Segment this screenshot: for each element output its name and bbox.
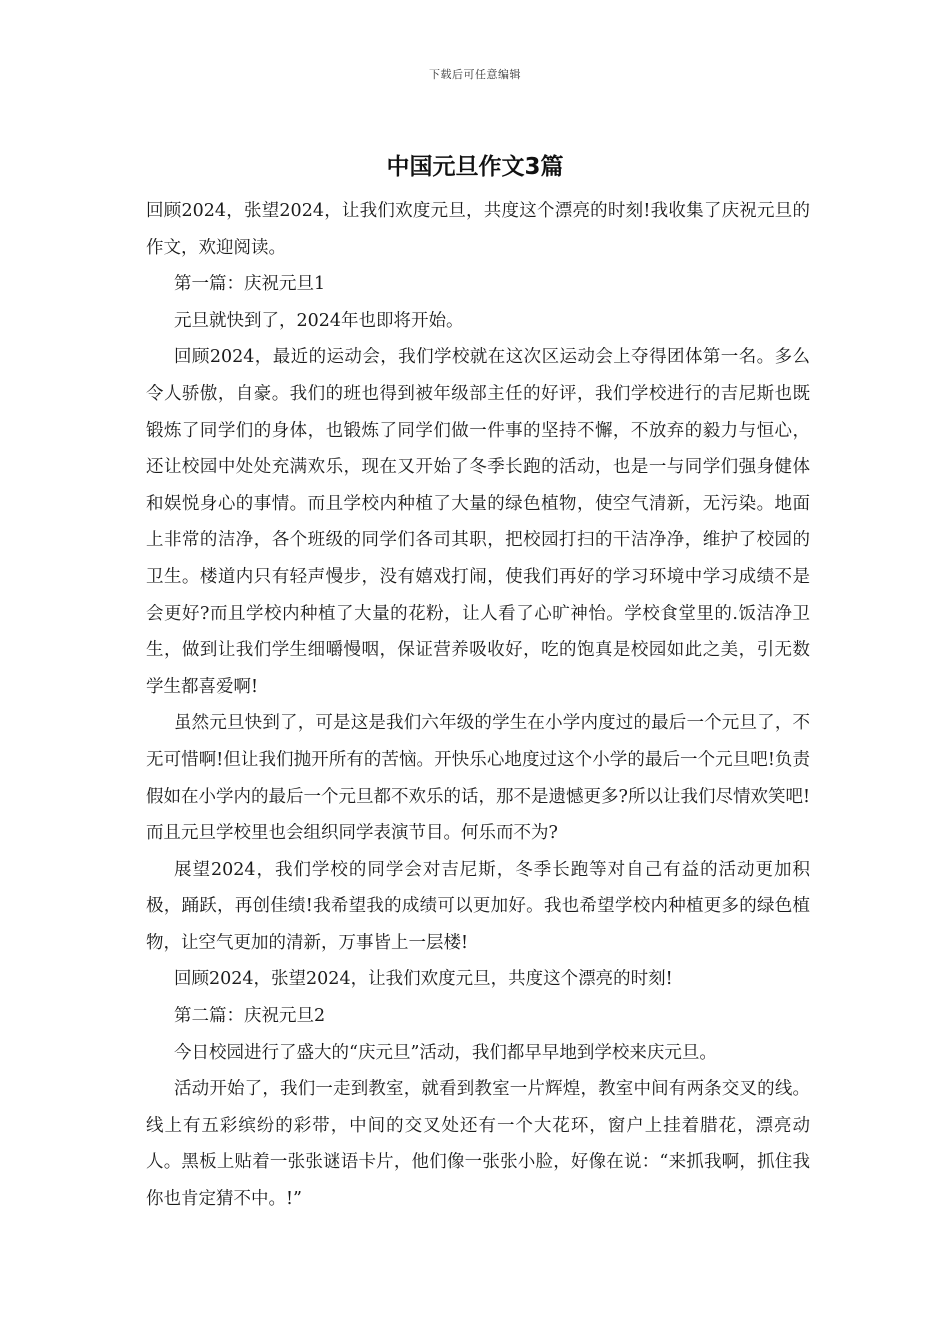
body-paragraph: 回顾2024，张望2024，让我们欢度元旦，共度这个漂亮的时刻! bbox=[174, 969, 673, 990]
body-paragraph: 今日校园进行了盛大的“庆元旦”活动，我们都早早地到学校来庆元旦。 bbox=[174, 1042, 717, 1063]
body-paragraph: 回顾2024，最近的运动会，我们学校就在这次区运动会上夺得团体第一名。多么令人骄傲，自豪。我们的班也得到被年级部主任的好评，我们学校进行的吉尼斯也既锻炼了同学们的身体，也锻炼了同学们做一件事的坚持不懈，不放弃的毅力与恒心，还让校园中处处充满欢乐，现在又开始了冬季长跑的活动，也是一与同学们强身健体和娱悦身心的事情。而且学校内种植了大量的绿色植物，使空气清新，无污染。地面上非常的洁净，各个班级的同学们各司其职，把校园打扫的干洁净净，维护了校园的卫生。楼道内只有轻声慢步，没有嬉戏打闹，使我们再好的学习环境中学习成绩不是会更好?而且学校内种植了大量的花粉，让人看了心旷神怡。学校食堂里的.饭洁净卫生，做到让我们学生细嚼慢咽，保证营养吸收好，吃的饱真是校园如此之美，引无数学生都喜爱啊! bbox=[146, 347, 810, 697]
intro-paragraph: 回顾2024，张望2024，让我们欢度元旦，共度这个漂亮的时刻!我收集了庆祝元旦的作文，欢迎阅读。 bbox=[146, 201, 810, 258]
document-title: 中国元旦作文3篇 bbox=[386, 154, 564, 180]
section-heading-2: 第二篇：庆祝元旦2 bbox=[174, 1006, 326, 1027]
body-paragraph: 虽然元旦快到了，可是这是我们六年级的学生在小学内度过的最后一个元旦了，不无可惜啊!但让我们抛开所有的苦恼。开快乐心地度过这个小学的最后一个元旦吧!负责假如在小学内的最后一个元旦都不欢乐的话，那不是遗憾更多?所以让我们尽情欢笑吧!而且元旦学校里也会组织同学表演节目。何乐而不为? bbox=[146, 713, 810, 844]
section-heading-1: 第一篇：庆祝元旦1 bbox=[174, 274, 326, 295]
body-paragraph: 活动开始了，我们一走到教室，就看到教室一片辉煌，教室中间有两条交叉的线。线上有五彩缤纷的彩带，中间的交叉处还有一个大花环，窗户上挂着腊花，漂亮动人。黑板上贴着一张张谜语卡片，他们像一张张小脸，好像在说：“来抓我啊，抓住我你也肯定猜不中。!” bbox=[146, 1079, 810, 1210]
body-paragraph: 元旦就快到了，2024年也即将开始。 bbox=[174, 310, 464, 331]
body-paragraph: 展望2024，我们学校的同学会对吉尼斯，冬季长跑等对自己有益的活动更加积极，踊跃，再创佳绩!我希望我的成绩可以更加好。我也希望学校内种植更多的绿色植物，让空气更加的清新，万事皆上一层楼! bbox=[146, 859, 810, 953]
header-note: 下载后可任意编辑 bbox=[429, 68, 521, 81]
document-body bbox=[146, 193, 810, 1218]
